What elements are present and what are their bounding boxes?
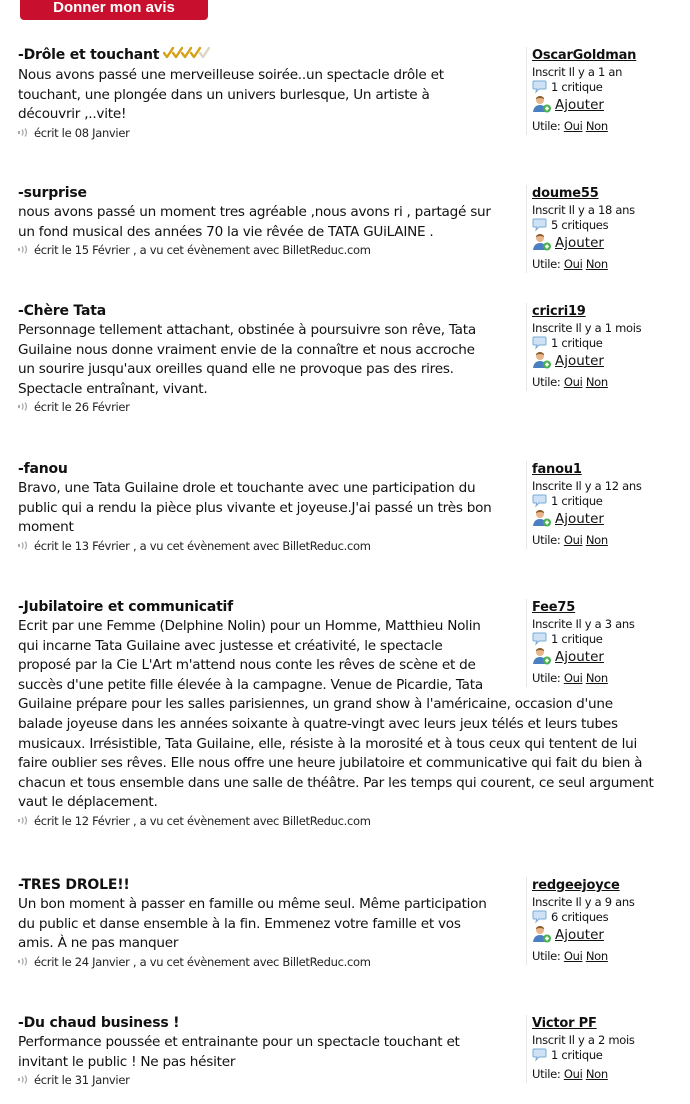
useful-vote: Utile: Oui Non [532,375,608,389]
vote-no-link[interactable]: Non [585,375,608,389]
add-user-icon [532,647,552,665]
add-friend-link[interactable]: Ajouter [555,649,604,665]
vote-no-link[interactable]: Non [585,671,608,685]
add-user-icon [532,95,552,113]
critique-count: 1 critique [532,80,690,95]
speaker-icon [18,813,29,822]
vote-no-link[interactable]: Non [585,119,608,133]
member-since: Inscrit Il y a 18 ans [532,203,635,217]
review-meta: écrit le 12 Février , a vu cet évènement avec BilletReduc.com [18,813,690,829]
member-since: Inscrite Il y a 12 ans [532,479,642,493]
useful-vote: Utile: Oui Non [532,949,608,963]
reviewer-name-link[interactable]: redgeejoyce [532,878,620,893]
review-title: -Chère Tata [18,303,106,319]
give-review-button[interactable]: Donner mon avis [20,0,208,20]
add-friend[interactable] [532,925,690,945]
add-friend[interactable] [532,509,690,529]
speech-bubble-icon [532,218,547,232]
reviewer-panel [526,303,690,391]
add-friend-link[interactable]: Ajouter [555,235,604,251]
vote-yes-link[interactable]: Oui [563,375,583,389]
reviewer-name-link[interactable]: Victor PF [532,1016,597,1031]
speech-bubble-icon [532,632,547,646]
vote-yes-link[interactable]: Oui [563,533,583,547]
vote-yes-link[interactable]: Oui [563,1067,583,1081]
review-title: -Jubilatoire et communicatif [18,599,234,615]
review-title: -Drôle et touchant [18,46,523,66]
member-since: Inscrite Il y a 9 ans [532,895,635,909]
reviewer-name-link[interactable]: fanou1 [532,462,582,477]
review-meta: écrit le 13 Février , a vu cet évènement avec BilletReduc.com [18,538,523,554]
member-since: Inscrite Il y a 1 mois [532,321,642,335]
add-friend-link[interactable]: Ajouter [555,97,604,113]
speech-bubble-icon [532,80,547,94]
review-text: Bravo, une Tata Guilaine drole et touchante avec une participation du public qui a rendu la pièce plus vivante et joyeuse.J'ai passé un très bon moment [18,480,492,536]
speaker-icon [18,399,29,408]
review-text: Nous avons passé une merveilleuse soirée..un spectacle drôle et touchant, une plongée dans un univers burlesque, Un artiste à découvrir ,..vite! [18,67,444,123]
review-title: -surprise [18,185,87,201]
vote-yes-link[interactable]: Oui [563,119,583,133]
member-since: Inscrit Il y a 1 an [532,65,623,79]
add-user-icon [532,925,552,943]
useful-vote: Utile: Oui Non [532,1067,608,1081]
speech-bubble-icon [532,1048,547,1062]
speech-bubble-icon [532,494,547,508]
reviewer-panel [526,47,690,135]
reviewer-panel [526,185,690,273]
reviewer-name-link[interactable]: OscarGoldman [532,48,637,63]
critique-count: 5 critiques [532,218,690,233]
reviewer-name-link[interactable]: cricri19 [532,304,586,319]
add-user-icon [532,233,552,251]
review-meta: écrit le 31 Janvier [18,1072,523,1088]
reviewer-panel [526,1015,690,1083]
useful-vote: Utile: Oui Non [532,671,608,685]
speech-bubble-icon [532,910,547,924]
vote-yes-link[interactable]: Oui [563,949,583,963]
vote-no-link[interactable]: Non [585,949,608,963]
vote-yes-link[interactable]: Oui [563,671,583,685]
useful-vote: Utile: Oui Non [532,533,608,547]
vote-no-link[interactable]: Non [585,257,608,271]
review-meta: écrit le 26 Février [18,399,523,415]
critique-count: 1 critique [532,336,690,351]
reviewer-panel [526,599,690,687]
add-friend-link[interactable]: Ajouter [555,353,604,369]
add-friend[interactable] [532,647,690,667]
add-friend-link[interactable]: Ajouter [555,927,604,943]
critique-count: 6 critiques [532,910,690,925]
useful-vote: Utile: Oui Non [532,257,608,271]
review-text: nous avons passé un moment tres agréable ,nous avons ri , partagé sur un fond musical des années 70 la vie rêvée de TATA GUiLAINE . [18,204,491,240]
speaker-icon [18,954,29,963]
critique-count: 1 critique [532,1048,690,1063]
review-title: -fanou [18,461,68,477]
critique-count: 1 critique [532,494,690,509]
reviewer-name-link[interactable]: Fee75 [532,600,576,615]
speaker-icon [18,125,29,134]
vote-no-link[interactable]: Non [585,1067,608,1081]
review-meta: écrit le 24 Janvier , a vu cet évènement avec BilletReduc.com [18,954,523,970]
member-since: Inscrite Il y a 3 ans [532,617,635,631]
review-title: -TRES DROLE!! [18,877,130,893]
review-meta: écrit le 08 Janvier [18,125,523,141]
speaker-icon [18,538,29,547]
review-meta: écrit le 15 Février , a vu cet évènement avec BilletReduc.com [18,242,523,258]
add-friend[interactable] [532,351,690,371]
review-text: Personnage tellement attachant, obstinée à poursuivre son rêve, Tata Guilaine nous donne vraiment envie de la connaître et nous accroche un sourire jusqu'aux oreilles quand elle ne provoque pas des rires. Spectacle entraînant, vivant. [18,322,476,397]
add-user-icon [532,351,552,369]
add-friend[interactable] [532,95,690,115]
add-friend[interactable] [532,233,690,253]
speaker-icon [18,242,29,251]
review-title: -Du chaud business ! [18,1015,180,1031]
reviewer-name-link[interactable]: doume55 [532,186,599,201]
speech-bubble-icon [532,336,547,350]
reviewer-panel [526,461,690,549]
reviewer-panel [526,877,690,965]
review-text: Performance poussée et entrainante pour un spectacle touchant et invitant le public ! Ne pas hésiter [18,1034,460,1070]
add-user-icon [532,509,552,527]
speaker-icon [18,1072,29,1081]
critique-count: 1 critique [532,632,690,647]
review-text: Un bon moment à passer en famille ou même seul. Même participation du public et danse ensemble à la fin. Emmenez votre famille et vos amis. À ne pas manquer [18,896,487,952]
vote-no-link[interactable]: Non [585,533,608,547]
review-text: Ecrit par une Femme (Delphine Nolin) pour un Homme, Matthieu Nolin qui incarne Tata Guilaine avec justesse et créativité, le spectacle proposé par la Cie L'Art m'attend nous conte les rêves de scène et de succès d'une petite fille élevée à la campagne. Venue de Picardie, Tata Guilaine prépare pour les salles parisiennes, un grand show à l'américaine, occasion d'une balade joyeuse dans les années soixante à quatre-vingt avec leurs jeux télés et leurs tubes musicaux. Irrésistible, Tata Guilaine, elle, résiste à la morosité et à tous ceux qui tentent de lui faire oublier ses rêves. Elle nous offre une heure jubilatoire et communicative qui fait du bien à chacun et tous ensemble dans une salle de théâtre. Par les temps qui courent, ce seul argument vaut le déplacement. [18,618,654,811]
vote-yes-link[interactable]: Oui [563,257,583,271]
member-since: Inscrit Il y a 2 mois [532,1033,635,1047]
rating-checks-icon [163,46,213,66]
useful-vote: Utile: Oui Non [532,119,608,133]
add-friend-link[interactable]: Ajouter [555,511,604,527]
